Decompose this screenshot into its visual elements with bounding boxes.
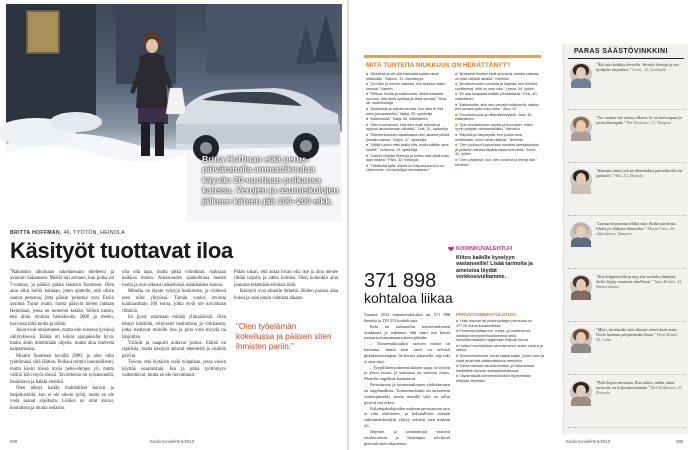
facts-title: PERUSTOIMEENTULOTUKI	[456, 312, 516, 317]
avatar-shoulders	[571, 343, 591, 353]
survey-answer	[366, 92, 450, 106]
paragraph: Ystävät ja naapurit auttavat joskus. Elämä on rajallista, mutta käsityöt antavat tekemistä ja sisältöä päiviin.	[122, 340, 226, 359]
bullet-icon: ■	[456, 343, 460, 348]
tip-quote: "Mieti, tarvitsetko sitä oikeasti ennen kuin ostat. Usein huomaa pärjäävänsä ilman."	[596, 327, 678, 338]
survey-answer	[455, 82, 539, 91]
bullet-icon: ■	[366, 143, 370, 148]
tip-item	[568, 166, 686, 216]
fact-text: Toimeentulotukea voivat saada kaikki, joiden tulot ja varat eivät riitä välttämättömiin menoihin.	[456, 354, 544, 363]
kodin-header[interactable]: KODINKUVALEHTI.FI	[456, 246, 513, 252]
paragraph: Olen tehnyt kaikki mahdolliset kurssit ja harjoitustöitä, kun ei ole oikein työtä, mutta en ole vielä saanut sijoitusta. Lisäksi on ollut kurssi, koulutusta ja muuta sellaista.	[10, 386, 114, 411]
article-subhead: kohtaloa liikaa	[364, 290, 453, 306]
text-column-3	[234, 270, 338, 318]
survey-answer	[366, 164, 450, 173]
survey-answer-text: "Katkeruutta, että olen pienellä eläkkeellä, vaikka tein kovasti työtä koko ikäni." Aino, 67	[455, 102, 539, 112]
tip-quote: "Tee ruokaa itse alusta alkaen. Se on halvempaa ja terveellisempää."	[596, 115, 682, 126]
paragraph: Kuluttajatutkijoiden mukaan perusturvan taso ei riitä elämiseen, ja kohtuullisen elämän vähimmäisbudjetti ylittyy selvästi tuen määrän yli.	[364, 405, 450, 429]
bullet-icon: ■	[366, 72, 370, 76]
tip-author: Virpi Rautio, 44, Lahti	[596, 332, 679, 343]
avatar	[570, 116, 592, 138]
survey-answer	[366, 143, 450, 152]
avatar-shoulders	[571, 396, 591, 406]
byline	[10, 230, 125, 236]
survey-answer-text: "Opin arvostamaan asioita ja huomaan, miten hyvin pärjään vähemmälläkin." Nimetön	[455, 122, 533, 132]
kodin-text: Kiitos kaikille kyselyyn vastanneille! Lisää tarinoita ja aineistoa löydät verkkosivuiltamme.	[456, 255, 533, 280]
avatar	[570, 328, 592, 350]
survey-answer-text: "Häpeää ja väsymystä, kun joutuu aina miettimään, mihin rahat riittävät." Nimetön	[455, 133, 524, 142]
paragraph: – Toimeentulotukea saavien määrä on kasvanut, mutta tuen tarve on selvästi pitkäkestoisempaa. Se kertoo jokaiselle, että tuki ei aina riitä.	[364, 341, 450, 364]
tip-author: Jatta Kiintiö, 41, Hämeenlinna	[596, 279, 683, 290]
tip-quote: "Pidä kirjaa menoista. Kun näkee, mihin rahat menevät, on helpompi säästää."	[596, 380, 675, 391]
avatar-shoulders	[571, 131, 591, 141]
avatar-face	[576, 226, 586, 238]
survey-answer	[366, 72, 450, 81]
tip-item	[568, 60, 686, 110]
paragraph: Käsityöt ovat minulle tärkeitä. Niiden parissa aika kuluu ja saan jotain valmista aikaan.	[234, 289, 338, 301]
tip-author: Heli Kokkonen, 27, Kouvola	[596, 385, 683, 396]
heart-icon	[448, 246, 454, 252]
tip-text	[596, 327, 684, 342]
tip-quote: "Lainaa kirjastosta äläkä osta. Sieltä saa kirjat, lehdet ja elokuvat ilmaiseksi."	[596, 221, 677, 232]
bullet-icon: ■	[456, 354, 460, 359]
byline-name: BRITTA HOFFMAN	[10, 230, 61, 236]
tip-author: Jenni, 32, Jyväskylä	[632, 67, 667, 73]
tip-item	[568, 378, 686, 428]
survey-answer-text: "Olen pärjännyt, kun olen luovinut ja tehnyt itse." Nimetön	[455, 158, 538, 167]
survey-answer-text: "Toimeentulotuen asiakkaana olen alkanut pelätä jokaista laskua." Anjuri, 27, opiskelija	[366, 133, 450, 142]
article-headline: Käsityöt tuottavat iloa	[10, 238, 233, 263]
facts-box	[456, 312, 544, 430]
sidebar-title: PARAS SÄÄSTÖVINKKINI	[568, 44, 684, 59]
paragraph: Pidän sukan, että antaa luvan olla itse ja aina menee riittää tarjolla ja sitten kohden. Olen kuitenkin aina joutunut tekemään erilaisia töitä.	[234, 270, 338, 288]
paragraph: Perusturvan ja toimeentulotuen yhdistäminen on ongelmallista. Toimeentulotuki on tarkoitettu viimesijaiseksi, mutta monille siitä on tullut pysyvä osa arkea.	[364, 382, 450, 405]
tip-item	[568, 113, 686, 163]
paragraph: En pysty ostamaan mitään ylimääräistä. Olen tehnyt käsitöitä, erityisesti neulomista ja virkkausta, jotka tuottavat minulle iloa ja joita voin myydä tai lahjoittaa.	[122, 315, 226, 340]
fact-item	[456, 319, 544, 328]
avatar	[570, 63, 592, 85]
paragraph: Järjestöt ja asiantuntijat vaativat tasokorotusta ja laajempaa selvitystä pienituloisten tilanteesta.	[364, 428, 450, 446]
tip-quote: "Älä osta kaikkea kerralla. Vertaile hintoja ja ota hyödyksi tarjoukset."	[596, 62, 679, 73]
avatar-face	[576, 385, 586, 397]
fact-text: Yksin asuvan tai yksinhuoltajan perusosa on 477,26 euroa kuukaudessa.	[456, 319, 532, 328]
survey-answer	[455, 123, 539, 132]
survey-answer	[366, 117, 450, 122]
byline-details: , 46, TYÖTÖN, HEINOLA	[60, 230, 126, 236]
tip-text	[596, 62, 684, 72]
fact-text: Perusosa kattaa mm. ruoka- ja vaatemenot, vähäiset terveydenhuoltomenot sekä henkilökohtaiseen hygieniaan liittyvät menot.	[456, 329, 531, 343]
bullet-icon: ■	[455, 143, 459, 148]
avatar	[570, 222, 592, 244]
fact-text: Lisäksi huomioidaan asumismenot, kuten vuokra ja sähkö.	[456, 343, 543, 353]
cover-photo	[6, 4, 342, 222]
page-number-left: 088	[10, 439, 18, 444]
survey-answer-text: "Toivottomuutta ja riittämättömyyttä." Aira, 46, eläkeläinen	[455, 112, 533, 122]
survey-answer-text: "Joskus kiristää hermoja ja tuntuu että pitää koko ajan laskea." Päivi, 32, hoitotyöt	[366, 153, 450, 163]
paragraph: Vuonna 2012 toimeentulotukea sai 371 898 ihmistä ja 239 213 kotitaloutta.	[364, 312, 450, 323]
tip-text	[596, 274, 684, 289]
bullet-icon: ■	[456, 364, 460, 369]
bullet-icon: ■	[455, 112, 459, 117]
tip-author: Pia Aholuoto, 37, Tampere	[626, 120, 672, 126]
tip-item	[568, 219, 686, 269]
bullet-icon: ■	[366, 107, 370, 112]
tip-text	[596, 221, 684, 236]
survey-answer-text: "En saa kaupasta mitään ylimääräistä." Kirsi, 40, eläkeläinen	[455, 92, 538, 101]
page-number-right: 089	[676, 439, 684, 444]
tip-quote: "Kasvata omat yrtit ja vihannekset parvekkeella tai palstalla."	[596, 168, 682, 179]
avatar-face	[576, 173, 586, 185]
page-footer-right: Kodin Kuvalehti 5/2013	[566, 439, 611, 444]
survey-answer-text: "Jännittää ja voi olla hankalaa saada rahat riittämään." Nainen, 31, itsenäisyys	[366, 72, 439, 81]
survey-answer-text: "Arvottomuuden tunnetta ja häpeää, kun ihmiset kuvittelevat, että on oma vika." Leena, 54, työtön	[455, 82, 537, 91]
survey-answer	[366, 133, 450, 142]
survey-answer	[366, 123, 450, 132]
avatar	[570, 169, 592, 191]
bullet-icon: ■	[455, 133, 459, 138]
avatar-face	[576, 332, 586, 344]
survey-answer-text: "Olen huomannut, että olen rikas elämää ja oppinut arvostamaan vähästä." Outi, 31, opiskelija	[366, 122, 448, 132]
big-number: 371 898	[364, 270, 437, 292]
tip-quote: "Käy kirpputorilla ja myy itse turhaksi jäänyttä. Sieltä löytyy vaatteita edullisesti."	[596, 274, 677, 285]
tip-author: Aila, 52, Heinola	[614, 173, 644, 179]
survey-answer-text: "Välillä tuntuu ettei kaikki riitä, mutta päätän aina selvitä." Johanna, 19, opiskelija	[366, 143, 449, 152]
photo-caption: Britta Hoffman elää perus-päivärahalla ammattikoulua käyvän 20-vuotiaan poikansa kanssa. Verojen ja asumiskulujen jälkeen käteen jää 100–200 e/kk.	[202, 154, 339, 206]
avatar-face	[576, 279, 586, 291]
paragraph: Toivon, että löytäisin vielä työpaikan, jossa voisin käyttää osaamistani. Ikä ja pitkä työttömyys vaikeuttavat, mutta en ole luovuttanut.	[122, 360, 226, 379]
text-column-2	[122, 270, 226, 432]
survey-answers	[366, 72, 539, 238]
avatar-face	[576, 120, 586, 132]
bullet-icon: ■	[455, 122, 459, 127]
bullet-icon: ■	[455, 92, 459, 97]
bullet-icon: ■	[455, 102, 459, 107]
avatar-face	[576, 67, 586, 79]
bullet-icon: ■	[456, 374, 460, 379]
fact-item	[456, 329, 544, 343]
avatar-shoulders	[571, 184, 591, 194]
survey-answer	[455, 92, 539, 101]
savings-tips-sidebar	[563, 44, 688, 434]
survey-column-1	[366, 72, 450, 238]
bullet-icon: ■	[366, 117, 370, 122]
survey-answer-text: "Ilmeisesti ihmiset eivät ymmärrä, kuinka vaikeaa on elää vähällä rahalla." Nimetön	[455, 72, 539, 81]
survey-column-2	[455, 72, 539, 238]
survey-answer-text: "Ahdistusta ja toivottomuutta, kun raha ei riitä edes perusasioihin." Maija, 25, opiskelija	[366, 107, 444, 116]
bullet-icon: ■	[456, 329, 460, 334]
survey-answer	[366, 107, 450, 116]
survey-title: MITÄ TUNTEITA NIUKKUUS ON HERÄTTÄNYT?	[366, 62, 511, 69]
bullet-icon: ■	[455, 82, 459, 87]
survey-answer	[455, 158, 539, 167]
kodinkuvalehti-promo	[456, 246, 546, 280]
tip-item	[568, 325, 686, 375]
bullet-icon: ■	[455, 72, 459, 76]
fact-item	[456, 344, 544, 353]
survey-answer-text: "Pelkoa, huolta ja katkeruutta. Mutta toisaalta luovuus, että tämä opettaa ja tästä selviää." Tiina, 48, lastenhoitaja	[366, 92, 448, 106]
paragraph: olla olla tapa, mutta pitkä viikoittain, maksaan kaikkea muuta. Aikuisuuden ajankohtana menen tuolla ja ovat oikeasti näkemässä asiakkaiden kanssa.	[122, 270, 226, 288]
pull-quote: "Olen työelämän kokeilussa ja pääsen siten ihmisten pariin."	[236, 322, 332, 351]
fact-text: Täydentävää toimeentulotukea myönnetään erityisiin tarpeisiin.	[456, 374, 532, 383]
survey-answer	[455, 72, 539, 81]
fact-text: Tukea haetaan asuinkunnasta, ja hakemukset käsitellään kunnan sosiaalitoimistossa.	[456, 364, 535, 373]
tip-text	[596, 115, 684, 125]
avatar	[570, 381, 592, 403]
bullet-icon: ■	[366, 82, 370, 87]
survey-answer-text: "Katkeruutta." Kaija, 65, eläkeläinen	[369, 117, 428, 122]
survey-box	[364, 55, 541, 239]
paragraph: Asiat eivät onnistuneet, mutta olin toisessa hyvässä säilytyksessä. Elämä oli kiinni ajanjaksolla hyvä, mutta aloin miettimään ohjeita, mutta aina mielestä kaipaamassa.	[10, 328, 114, 353]
survey-answer	[366, 82, 450, 91]
paragraph: Minulla on täysin syksyjä koulutusta, ja viidessä olen ollut ylityössä. Tämän vuoksi arviolta kuukausittain 100 euroa, jotka eivät ole kovinkaan riittäviä.	[122, 289, 226, 314]
survey-answer-text: "On tullut ja menee kaikkea, niin tiukkaa niiden kanssa." Nainen	[366, 82, 446, 91]
bullet-icon: ■	[456, 319, 460, 323]
text-column-right-1	[364, 312, 450, 446]
survey-answer-text: "Yllättävää kyllä, elämä on helpompaa kun on vähemmän. Voi keskittyä olennaiseen."	[366, 163, 444, 173]
avatar-shoulders	[571, 78, 591, 88]
survey-answer	[366, 154, 450, 163]
survey-answer	[455, 113, 539, 122]
fact-item	[456, 354, 544, 363]
bullet-icon: ■	[366, 92, 370, 97]
bullet-icon: ■	[366, 153, 370, 158]
bullet-icon: ■	[366, 163, 370, 168]
tip-text	[596, 380, 684, 395]
survey-answer-text: "Olen joutunut luopumaan monista harrastuksista ja ystävien kanssa tapahtuvasta menoista." Anne, 42, työtön	[455, 143, 539, 157]
paragraph: "Rakastuin aikoinaan sukeltaessani mieheeni ja avioiuin Sakaaseen. Meillä tuli erinnen, kun poika oli 7-vuotias, ja pääöin palata takaisin Suomeen. Olen aina ollut helliä kohtaan, joten ajattelin, että olisin saanut perustaa, jotta pääsin 'pelastua' ensi. Etsiin asuntoa Turun mutta, mutta pääsyin meren rantaan Heinolaan, jossa on tuntemat ketään. Silloin tunsin, että aloin oloittua heinäkuulla 2000 ja menin, kasvussa töitä tuolta ja töihin.	[10, 270, 114, 327]
bullet-icon: ■	[455, 158, 459, 163]
facts-list	[456, 319, 544, 383]
paragraph: Muutin Suomeen kevällä 2000, ja olen ollut työttömänä siitä lähtien. Poikani toimin luonnollisesti, mutta kävin töissä myös pelto-ehtojen yli, mutta välillä kävi myös töissä. Tavoitteena on työskennellä, hankittava ja kaikki ehdoksi.	[10, 353, 114, 385]
text-column-1	[10, 270, 114, 432]
paragraph: Kela on tarkastellut toimeentulotuen asiakkaita ja todennut, että suuri osa heistä joutuu turvautumaan tukeen pitkään.	[364, 323, 450, 341]
tip-item	[568, 272, 686, 322]
survey-answer	[455, 103, 539, 112]
fact-item	[456, 374, 544, 383]
paragraph: – Tyypillinen toimeentulotuen saaja on työtön ja yksin asuva, ja kasvussa on nuorten osuus. Monella ongelmat kasautuvat.	[364, 364, 450, 382]
tip-text	[596, 168, 684, 178]
page-gutter	[347, 0, 349, 450]
avatar-shoulders	[571, 290, 591, 300]
bullet-icon: ■	[366, 122, 370, 127]
bullet-icon: ■	[366, 133, 370, 138]
survey-answer	[455, 143, 539, 157]
fact-item	[456, 364, 544, 373]
avatar	[570, 275, 592, 297]
page-footer-left: Kodin Kuvalehti 5/2013	[150, 439, 195, 444]
survey-answer	[455, 133, 539, 142]
avatar-shoulders	[571, 237, 591, 247]
tip-author: Marja-Liisa, 64, eläkeläinen, Tampere	[596, 226, 675, 237]
